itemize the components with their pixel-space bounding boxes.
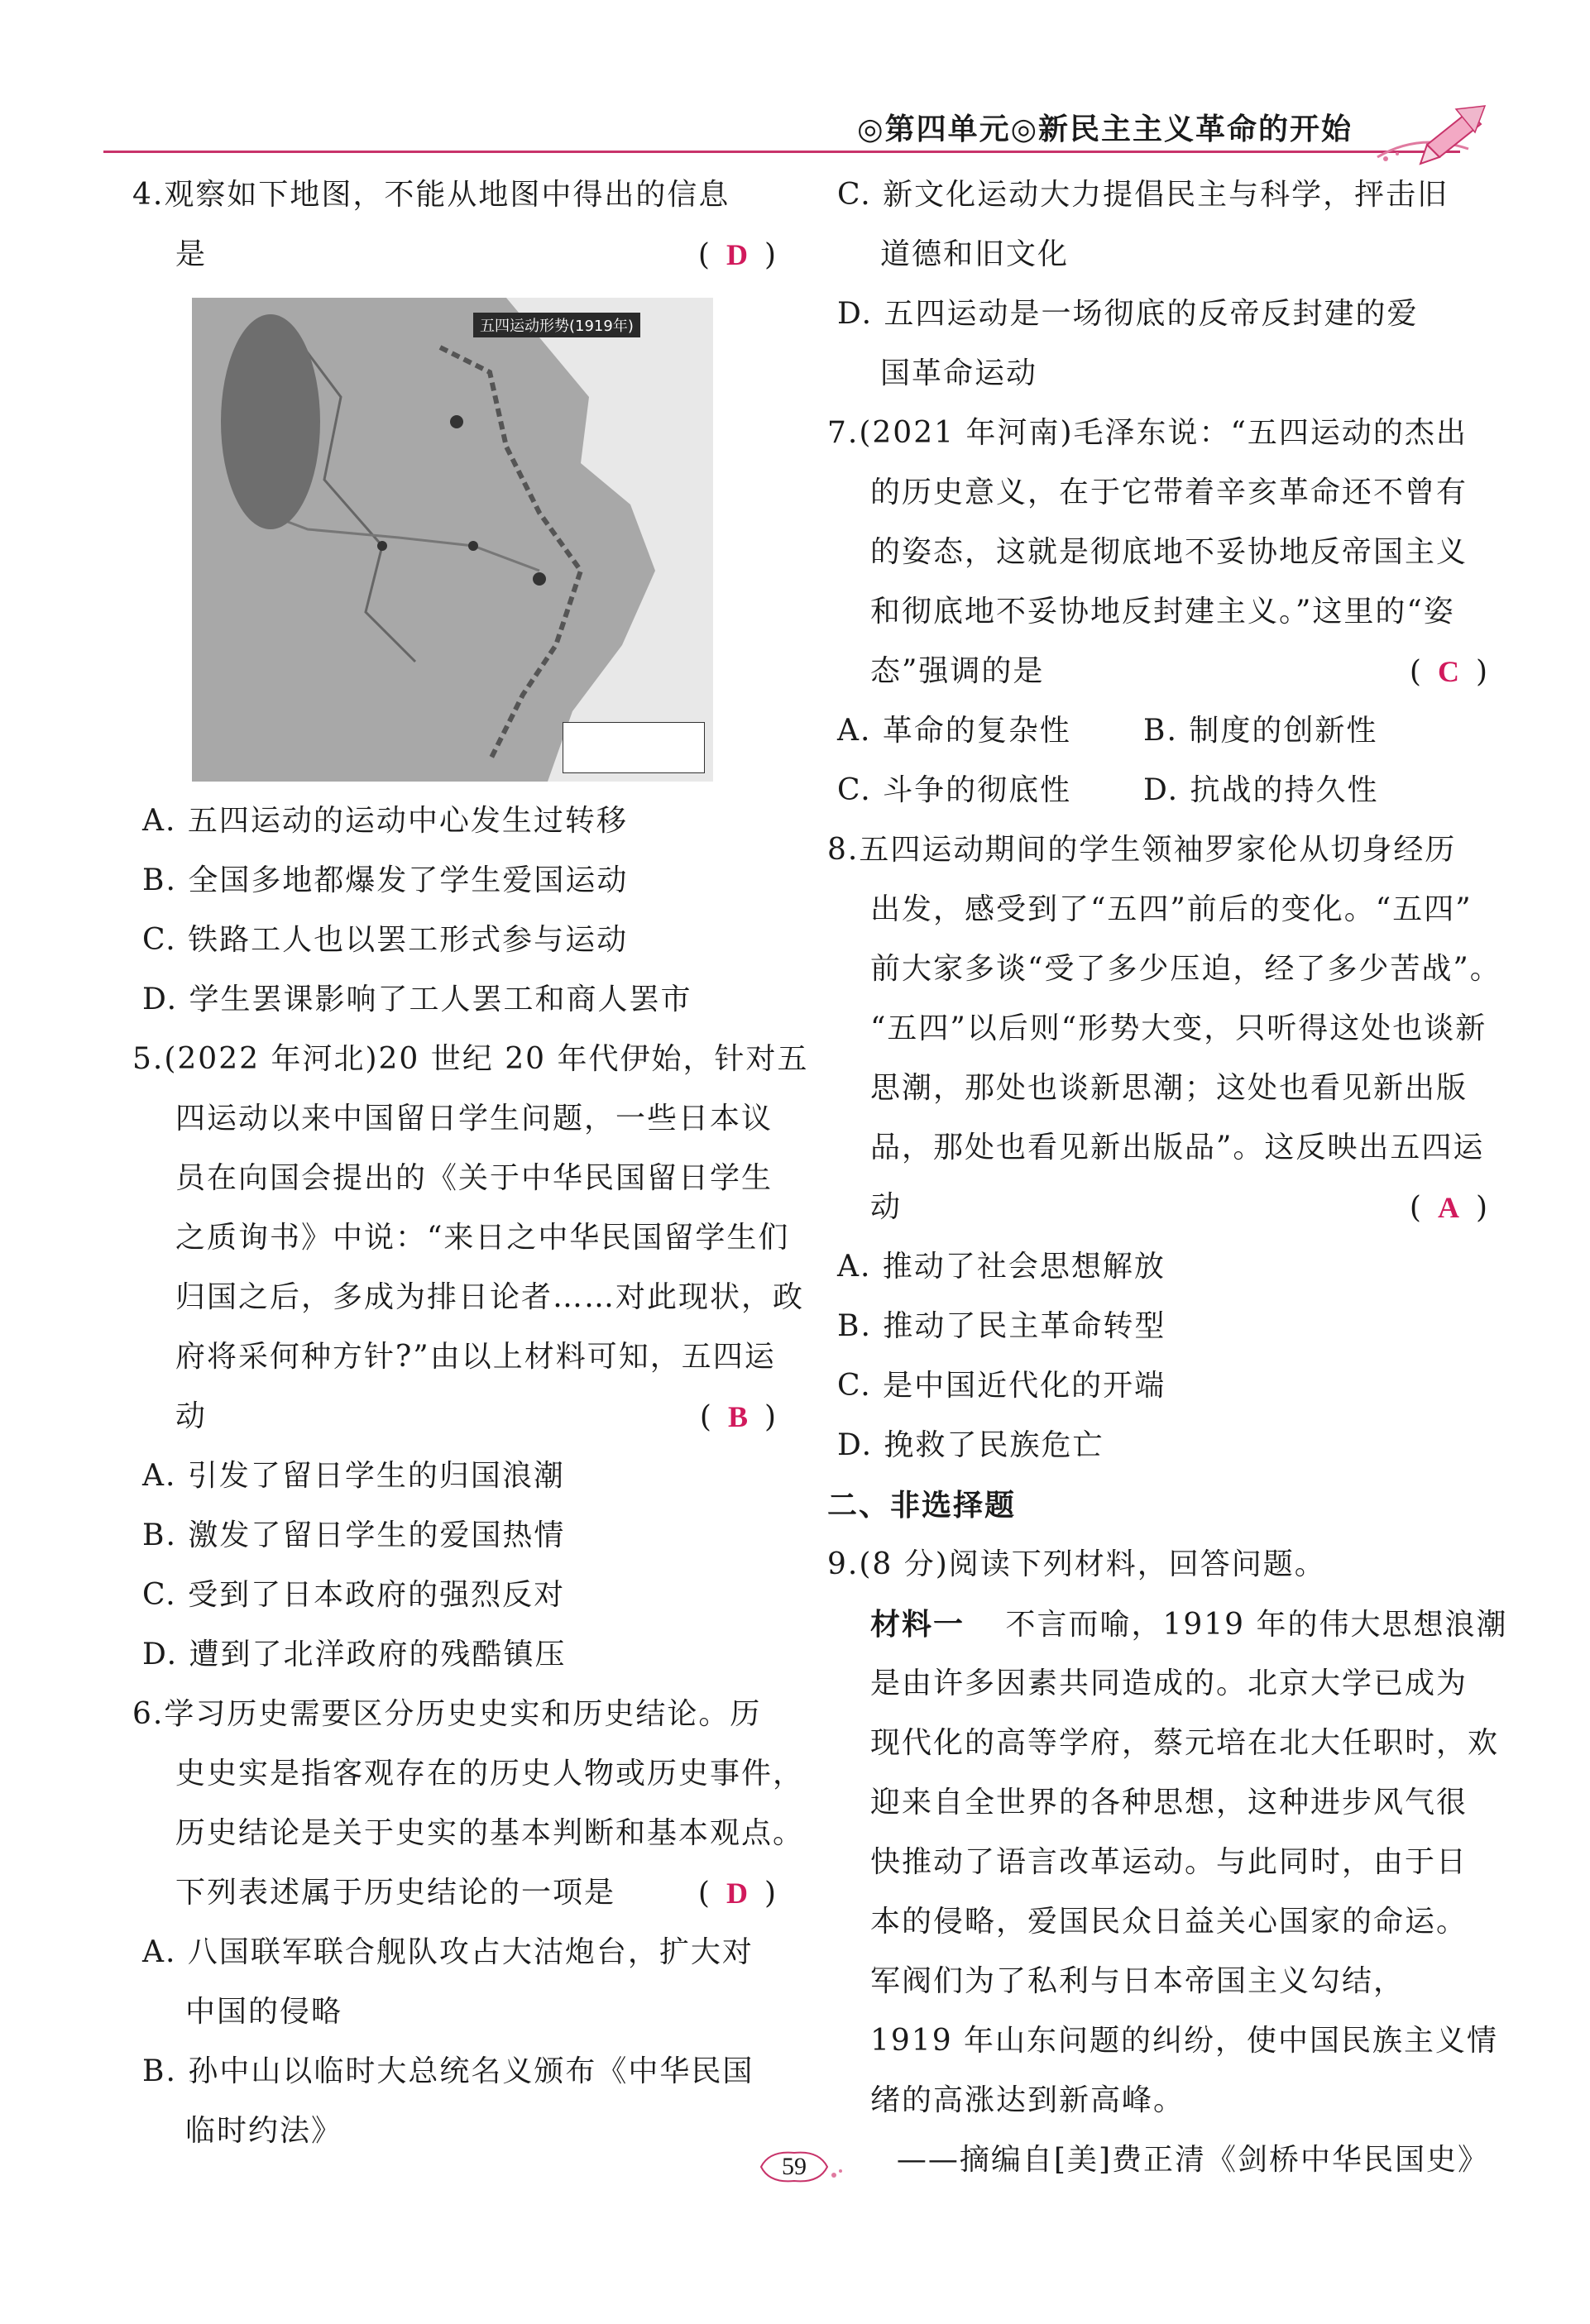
question-8-option-b: B. 推动了民主革命转型 [837, 1309, 1166, 1343]
material-one-line-6: 本的侵略，爱国民众日益关心国家的命运。 [870, 1905, 1468, 1939]
question-7-option-c: C. 斗争的彻底性 [837, 773, 1072, 807]
question-5-answer: ( B ) [699, 1400, 778, 1434]
question-5-option-d: D. 遭到了北洋政府的残酷镇压 [142, 1638, 567, 1671]
may-fourth-map [192, 298, 713, 782]
question-9 [827, 1535, 1508, 2190]
material-one-source: ——摘编自[美]费正清《剑桥中华民国史》 [896, 2143, 1489, 2177]
question-8 [827, 820, 1501, 1475]
question-8-line-7-text: 动 [870, 1190, 903, 1224]
question-6-answer-letter: D [726, 1877, 750, 1910]
question-6 [132, 1685, 805, 2161]
question-4-line-2 [132, 225, 778, 285]
question-6-line-4 [132, 1863, 778, 1923]
question-5-line-1: 5.(2022 年河北)20 世纪 20 年代伊始，针对五 [132, 1042, 809, 1076]
question-5-line-6: 府将采何种方针?”由以上材料可知，五四运 [175, 1340, 776, 1374]
material-one-line-9: 绪的高涨达到新高峰。 [870, 2083, 1185, 2117]
question-5-line-3: 员在向国会提出的《关于中华民国留日学生 [175, 1161, 773, 1195]
question-6-option-c-line-2: 道德和旧文化 [880, 237, 1070, 271]
question-6-line-2: 史史实是指客观存在的历史人物或历史事件， [175, 1757, 805, 1791]
question-4-option-c: C. 铁路工人也以罢工形式参与运动 [142, 923, 629, 957]
pencil-ribbon-icon [1369, 99, 1493, 174]
question-6-continued [827, 165, 1489, 404]
question-5-option-a: A. 引发了留日学生的归国浪潮 [142, 1459, 565, 1493]
question-4 [132, 165, 778, 1030]
page-number [745, 2146, 844, 2188]
question-5 [132, 1030, 809, 1685]
question-6-option-c-line-1: C. 新文化运动大力提倡民主与科学，抨击旧 [837, 178, 1449, 212]
question-8-line-3: 前大家多谈“受了多少压迫，经了多少苦战”。 [870, 952, 1501, 986]
question-8-answer-letter: A [1437, 1191, 1461, 1224]
question-6-answer: ( D ) [697, 1877, 778, 1910]
material-one-line-3: 现代化的高等学府，蔡元培在北大任职时，欢 [870, 1726, 1500, 1760]
question-8-line-7 [827, 1178, 1489, 1237]
question-4-line-2-text: 是 [175, 237, 208, 271]
map-graphic [192, 298, 713, 782]
question-5-line-2: 四运动以来中国留日学生问题，一些日本议 [175, 1102, 773, 1136]
question-6-option-d-line-2: 国革命运动 [880, 356, 1038, 390]
question-7-line-2: 的历史意义，在于它带着辛亥革命还不曾有 [870, 476, 1468, 509]
page-header [103, 99, 1493, 165]
question-5-answer-letter: B [727, 1400, 750, 1433]
material-one-line-1: 不言而喻，1919 年的伟大思想浪潮 [1005, 1608, 1508, 1642]
question-7-option-b: B. 制度的创新性 [1143, 714, 1378, 748]
question-9-material-line-1 [827, 1595, 1508, 1654]
question-5-line-4: 之质询书》中说：“来日之中华民国留学生们 [175, 1221, 790, 1255]
question-5-line-7-text: 动 [175, 1399, 208, 1433]
question-7-answer: ( C ) [1409, 655, 1489, 689]
question-6-option-b-line-2: 临时约法》 [185, 2114, 343, 2148]
material-one-line-7: 军阀们为了私利与日本帝国主义勾结， [870, 1964, 1406, 1998]
question-6-option-d-line-1: D. 五四运动是一场彻底的反帝反封建的爱 [837, 297, 1419, 331]
left-column [132, 165, 809, 2161]
question-8-option-d: D. 挽救了民族危亡 [837, 1428, 1104, 1462]
question-6-option-b-line-1: B. 孙中山以临时大总统名义颁布《中华民国 [142, 2054, 754, 2088]
question-7-options-row-1 [827, 701, 1489, 761]
question-8-line-6: 品，那处也看见新出版品”。这反映出五四运 [870, 1131, 1485, 1164]
question-8-answer: ( A ) [1409, 1191, 1489, 1225]
question-7-option-a: A. 革命的复杂性 [837, 714, 1071, 748]
question-8-line-2: 出发，感受到了“五四”前后的变化。“五四” [870, 892, 1473, 926]
page-number-text: 59 [782, 2153, 807, 2180]
right-column [827, 165, 1508, 2190]
question-6-line-4-text: 下列表述属于历史结论的一项是 [175, 1876, 616, 1910]
question-4-option-b: B. 全国多地都爆发了学生爱国运动 [142, 863, 629, 897]
question-7-line-5-text: 态”强调的是 [870, 654, 1045, 688]
question-6-option-a-line-2: 中国的侵略 [185, 1995, 343, 2029]
unit-title: ◎第四单元◎新民主主义革命的开始 [857, 112, 1353, 146]
header-rule [103, 151, 1460, 153]
material-one-line-8: 1919 年山东问题的纠纷，使中国民族主义情 [870, 2024, 1499, 2058]
question-4-line-1: 4.观察如下地图，不能从地图中得出的信息 [132, 178, 730, 212]
material-one-line-4: 迎来自全世界的各种思想，这种进步风气很 [870, 1786, 1468, 1820]
question-7 [827, 404, 1489, 820]
question-4-answer-letter: D [726, 238, 750, 271]
question-7-line-3: 的姿态，这就是彻底地不妥协地反帝国主义 [870, 535, 1468, 569]
question-7-options-row-2 [827, 761, 1489, 820]
map-legend [563, 722, 705, 773]
question-7-line-1: 7.(2021 年河南)毛泽东说：“五四运动的杰出 [827, 416, 1468, 450]
question-6-option-a-line-1: A. 八国联军联合舰队攻占大沽炮台，扩大对 [142, 1935, 754, 1969]
question-7-option-d: D. 抗战的持久性 [1143, 773, 1379, 807]
question-8-line-4: “五四”以后则“形势大变，只听得这处也谈新 [870, 1011, 1487, 1045]
question-7-line-5 [827, 642, 1489, 701]
question-5-option-c: C. 受到了日本政府的强烈反对 [142, 1578, 566, 1612]
question-8-line-1: 8.五四运动期间的学生领袖罗家伦从切身经历 [827, 833, 1457, 867]
map-title: 五四运动形势(1919年) [473, 313, 640, 337]
question-4-answer: ( D ) [697, 238, 778, 272]
section-2-title: 二、非选择题 [827, 1488, 1017, 1523]
question-5-line-5: 归国之后，多成为排日论者……对此现状，政 [175, 1280, 805, 1314]
question-7-answer-letter: C [1437, 655, 1461, 688]
material-one-label: 材料一 [870, 1607, 965, 1642]
material-one-line-5: 快推动了语言改革运动。与此同时，由于日 [870, 1845, 1468, 1879]
question-8-option-a: A. 推动了社会思想解放 [837, 1250, 1166, 1284]
question-5-option-b: B. 激发了留日学生的爱国热情 [142, 1518, 566, 1552]
question-6-line-3: 历史结论是关于史实的基本判断和基本观点。 [175, 1816, 805, 1850]
question-4-option-d: D. 学生罢课影响了工人罢工和商人罢市 [142, 983, 692, 1016]
material-one-line-2: 是由许多因素共同造成的。北京大学已成为 [870, 1666, 1468, 1700]
question-6-line-1: 6.学习历史需要区分历史史实和历史结论。历 [132, 1697, 762, 1731]
question-7-line-4: 和彻底地不妥协地反封建主义。”这里的“姿 [870, 595, 1455, 629]
question-9-intro: 9.(8 分)阅读下列材料，回答问题。 [827, 1547, 1326, 1581]
question-8-line-5: 思潮，那处也谈新思潮；这处也看见新出版 [870, 1071, 1468, 1105]
question-4-option-a: A. 五四运动的运动中心发生过转移 [142, 804, 628, 838]
question-5-line-7 [132, 1387, 778, 1447]
question-8-option-c: C. 是中国近代化的开端 [837, 1369, 1166, 1403]
